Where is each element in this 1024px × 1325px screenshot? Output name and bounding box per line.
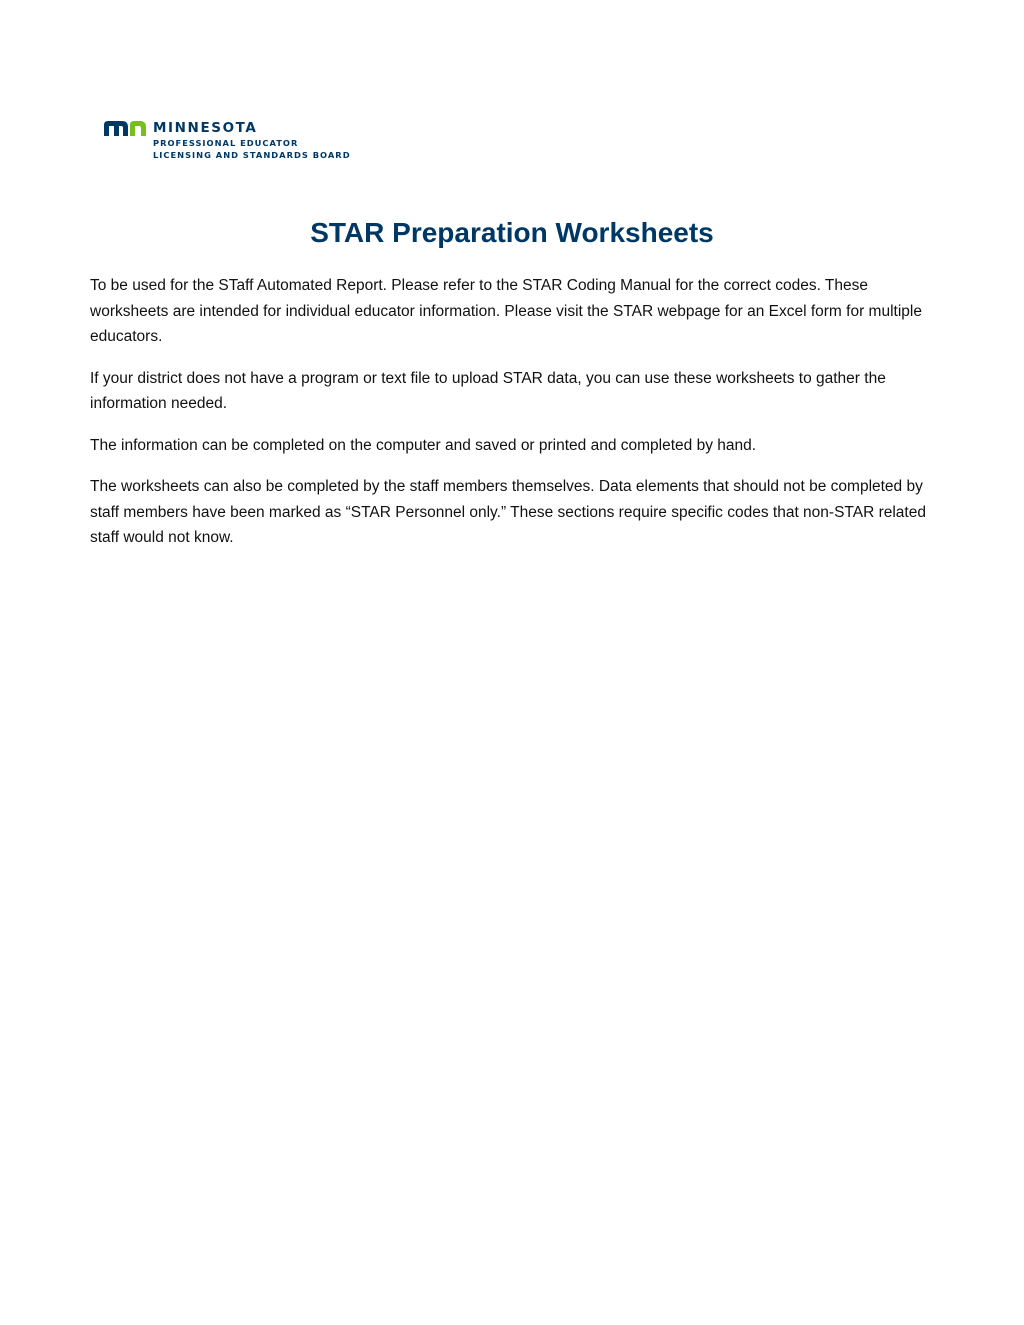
paragraph-completion: The information can be completed on the computer and saved or printed and completed by hand. xyxy=(90,436,757,454)
paragraph-intro: To be used for the STaff Automated Report. Please refer to the STAR Coding Manual for the correct codes. These worksheets are intended for individual educator information. Please visit the STAR webpage for an Excel form for multiple educators. xyxy=(90,277,922,345)
paragraph-district: If your district does not have a program or text file to upload STAR data, you can use these worksheets to gather the information needed. xyxy=(90,369,886,412)
document-title: STAR Preparation Worksheets xyxy=(310,217,714,248)
document-body xyxy=(90,273,940,567)
paragraph-staff: The worksheets can also be completed by the staff members themselves. Data elements that should not be completed by staff members have been marked as “STAR Personnel only.” These sections require specific codes that non-STAR related staff would not know. xyxy=(90,478,926,546)
mn-logo-icon xyxy=(103,119,147,137)
mn-pelsb-logo xyxy=(103,119,363,169)
logo-subtitle-line-2: LICENSING AND STANDARDS BOARD xyxy=(153,150,351,160)
logo-subtitle-line-1: PROFESSIONAL EDUCATOR xyxy=(153,138,299,148)
logo-wordmark xyxy=(153,119,363,161)
logo-title: MINNESOTA xyxy=(153,120,258,136)
